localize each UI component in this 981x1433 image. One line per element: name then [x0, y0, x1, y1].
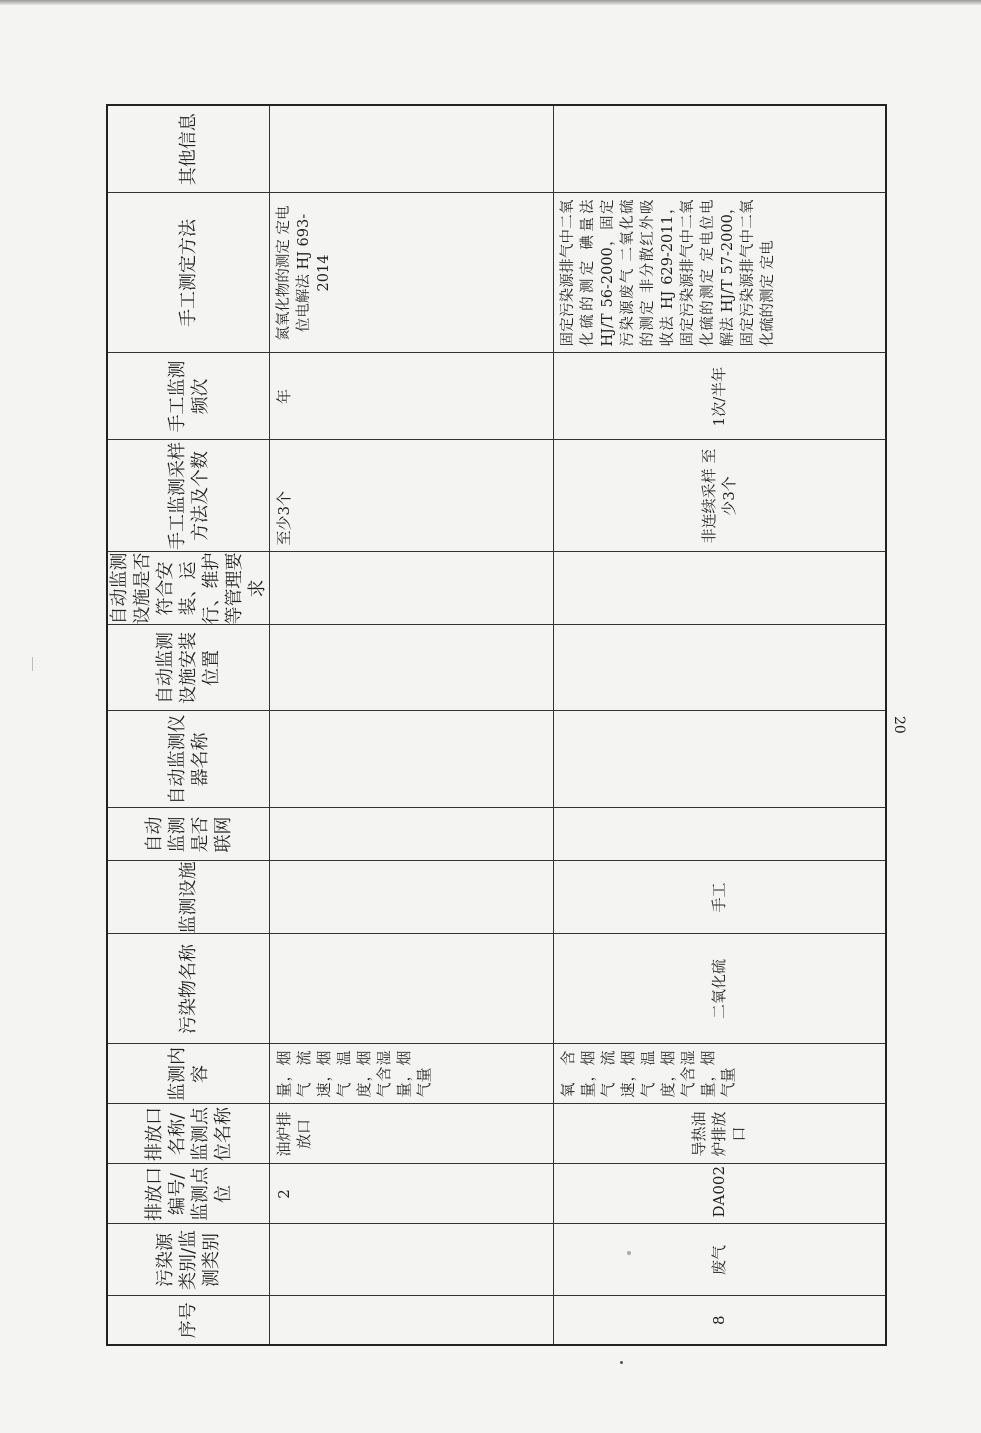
- cell-networked: [270, 808, 554, 861]
- cell-pollutant: [270, 934, 554, 1044]
- header-row: [107, 105, 270, 1345]
- header-frequency: 手工监测频次: [107, 353, 270, 440]
- header-outlet-name: 排放口名称/监测点位名称: [107, 1104, 270, 1164]
- header-content: 监测内容: [107, 1044, 270, 1104]
- scan-speck: [627, 1251, 631, 1255]
- cell-seq: 8: [554, 1296, 886, 1345]
- cell-compliance: [554, 552, 886, 625]
- cell-compliance: [270, 552, 554, 625]
- header-sampling: 手工监测采样方法及个数: [107, 440, 270, 552]
- cell-method: 氮氧化物的测定 定电位电解法 HJ 693-2014: [270, 193, 554, 353]
- scan-speck: [32, 657, 33, 671]
- cell-sampling: 至少3个: [270, 440, 554, 552]
- cell-instrument: [270, 711, 554, 808]
- cell-outlet-name: 导热油炉排放口: [554, 1104, 886, 1164]
- cell-install-location: [554, 625, 886, 711]
- cell-category: [270, 1224, 554, 1296]
- cell-frequency: 1次/半年: [554, 353, 886, 440]
- cell-seq: [270, 1296, 554, 1345]
- cell-other: [554, 105, 886, 193]
- table-row: [554, 105, 886, 1345]
- page-number: 20: [891, 716, 907, 734]
- cell-frequency: 年: [270, 353, 554, 440]
- cell-other: [270, 105, 554, 193]
- cell-outlet-code: 2: [270, 1164, 554, 1224]
- cell-install-location: [270, 625, 554, 711]
- cell-facility: 手工: [554, 861, 886, 934]
- cell-method: 固定污染源排气中二氧化硫的测定 碘量法 HJ/T 56-2000，固定污染源废气 二氧化硫的测定 非分散红外吸收法 HJ 629-2011，固定污染源排气中二氧化硫的测定 定电位电解法 HJ/T 57-2000，固定污染源排气中二氧化硫的测定 定电: [554, 193, 886, 353]
- cell-outlet-code: DA002: [554, 1164, 886, 1224]
- header-instrument: 自动监测仪器名称: [107, 711, 270, 808]
- header-other: 其他信息: [107, 105, 270, 193]
- header-seq: 序号: [107, 1296, 270, 1345]
- header-method: 手工测定方法: [107, 193, 270, 353]
- header-outlet-code: 排放口编号/监测点位: [107, 1164, 270, 1224]
- scan-speck: [620, 1361, 623, 1364]
- header-networked: 自动监测是否联网: [107, 808, 270, 861]
- rotated-table-container: [106, 106, 862, 1346]
- cell-networked: [554, 808, 886, 861]
- cell-content: 量，烟气流速，烟气温度，烟气含湿量，烟气量: [270, 1044, 554, 1104]
- cell-outlet-name: 油炉排放口: [270, 1104, 554, 1164]
- cell-pollutant: 二氧化硫: [554, 934, 886, 1044]
- header-compliance: 自动监测设施是否符合安装、运行、维护等管理要求: [109, 552, 268, 625]
- cell-instrument: [554, 711, 886, 808]
- header-facility: 监测设施: [107, 861, 270, 934]
- header-category: 污染源类别/监测类别: [107, 1224, 270, 1296]
- cell-facility: [270, 861, 554, 934]
- header-install-location: 自动监测设施安装位置: [107, 625, 270, 711]
- cell-category: 废气: [554, 1224, 886, 1296]
- table-row: [270, 105, 554, 1345]
- header-pollutant: 污染物名称: [107, 934, 270, 1044]
- cell-sampling: 非连续采样 至少3个: [554, 440, 886, 552]
- scan-edge: [0, 0, 981, 5]
- cell-content: 氧含量，烟气流速，烟气温度，烟气含湿量，烟气量: [554, 1044, 886, 1104]
- monitoring-table: [106, 104, 887, 1346]
